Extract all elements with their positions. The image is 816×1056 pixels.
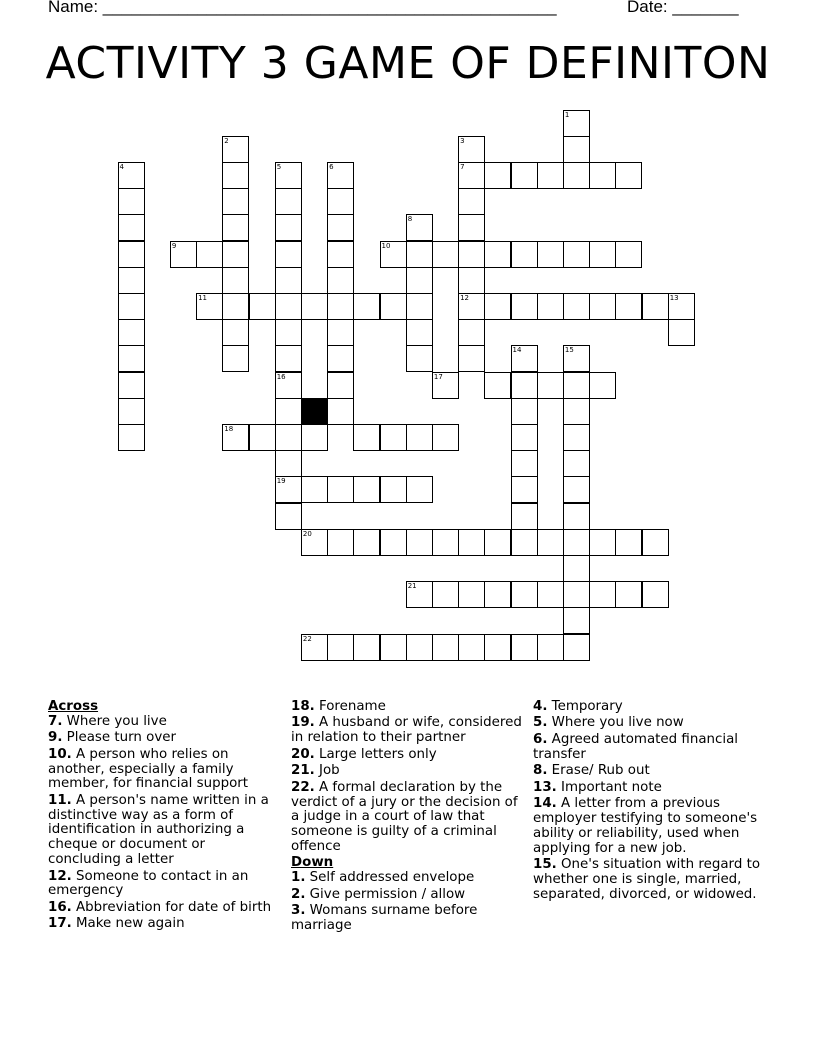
page-title: ACTIVITY 3 GAME OF DEFINITON xyxy=(45,38,771,89)
crossword-cell[interactable] xyxy=(511,529,538,556)
crossword-cell[interactable] xyxy=(458,241,485,268)
crossword-cell[interactable] xyxy=(484,634,511,661)
crossword-cell[interactable] xyxy=(301,424,328,451)
crossword-cell[interactable] xyxy=(615,162,642,189)
crossword-cell[interactable] xyxy=(327,293,354,320)
clue-number-label: 1. xyxy=(291,870,306,886)
clue-number: 21 xyxy=(407,582,417,591)
crossword-cell[interactable] xyxy=(511,424,538,451)
crossword-cell[interactable] xyxy=(196,293,223,320)
clue-item xyxy=(533,764,768,779)
crossword-cell[interactable] xyxy=(406,581,433,608)
crossword-cell[interactable] xyxy=(458,319,485,346)
crossword-cell[interactable] xyxy=(615,529,642,556)
crossword-cell[interactable] xyxy=(563,424,590,451)
clue-number: 11 xyxy=(198,293,208,302)
clue-number-label: 17. xyxy=(48,916,72,932)
clue-text: Please turn over xyxy=(66,730,176,746)
crossword-cell[interactable] xyxy=(222,319,249,346)
clue-item xyxy=(48,901,280,916)
crossword-cell[interactable] xyxy=(118,424,145,451)
clue-text: A letter from a previous employer testifying to someone's ability or reliability, used when applying for a new job. xyxy=(533,796,758,856)
crossword-cell[interactable] xyxy=(275,162,302,189)
clue-text: Important note xyxy=(561,779,662,795)
down-clue-list xyxy=(291,871,526,934)
crossword-cell[interactable] xyxy=(458,293,485,320)
crossword-cell[interactable] xyxy=(511,345,538,372)
crossword-cell[interactable] xyxy=(327,188,354,215)
crossword-cell[interactable] xyxy=(511,450,538,477)
clue-number-label: 21. xyxy=(291,763,315,779)
clue-text: One's situation with regard to whether one is single, married, separated, divorced, or widowed. xyxy=(533,857,761,902)
crossword-cell[interactable] xyxy=(301,529,328,556)
clue-number-label: 14. xyxy=(533,796,557,812)
crossword-cell[interactable] xyxy=(275,188,302,215)
clue-number: 12 xyxy=(460,293,470,302)
crossword-cell[interactable] xyxy=(222,424,249,451)
across-clue-list-continued xyxy=(291,700,526,855)
crossword-cell[interactable] xyxy=(118,188,145,215)
crossword-cell[interactable] xyxy=(380,241,407,268)
clue-text: Self addressed envelope xyxy=(309,870,475,886)
clue-item xyxy=(533,781,768,796)
crossword-cell[interactable] xyxy=(275,345,302,372)
clue-item xyxy=(291,888,526,903)
crossword-cell[interactable] xyxy=(563,345,590,372)
crossword-cell[interactable] xyxy=(380,476,407,503)
clue-number: 17 xyxy=(433,372,443,381)
crossword-cell[interactable] xyxy=(484,581,511,608)
crossword-cell[interactable] xyxy=(118,398,145,425)
date-field[interactable]: Date: _______ xyxy=(627,0,739,16)
crossword-cell[interactable] xyxy=(327,319,354,346)
clue-number: 15 xyxy=(564,346,574,355)
crossword-cell[interactable] xyxy=(118,372,145,399)
crossword-cell[interactable] xyxy=(118,162,145,189)
clue-text: A husband or wife, considered in relation to their partner xyxy=(291,715,522,746)
crossword-cell[interactable] xyxy=(406,424,433,451)
crossword-cell[interactable] xyxy=(327,345,354,372)
crossword-cell[interactable] xyxy=(406,476,433,503)
crossword-cell[interactable] xyxy=(353,634,380,661)
crossword-cell[interactable] xyxy=(222,214,249,241)
crossword-cell[interactable] xyxy=(327,241,354,268)
crossword-cell[interactable] xyxy=(484,529,511,556)
crossword-cell[interactable] xyxy=(170,241,197,268)
crossword-cell[interactable] xyxy=(327,162,354,189)
clue-number-label: 12. xyxy=(48,868,72,884)
crossword-cell[interactable] xyxy=(511,293,538,320)
crossword-cell[interactable] xyxy=(380,424,407,451)
crossword-cell[interactable] xyxy=(563,503,590,530)
clue-number: 5 xyxy=(276,162,282,171)
crossword-cell[interactable] xyxy=(406,214,433,241)
crossword-cell[interactable] xyxy=(275,267,302,294)
crossword-cell[interactable] xyxy=(380,634,407,661)
crossword-cell[interactable] xyxy=(432,581,459,608)
clue-number: 20 xyxy=(302,529,312,538)
crossword-cell[interactable] xyxy=(118,267,145,294)
crossword-cell[interactable] xyxy=(589,293,616,320)
crossword-cell[interactable] xyxy=(458,188,485,215)
clue-number: 18 xyxy=(224,424,234,433)
crossword-cell[interactable] xyxy=(406,319,433,346)
clue-item xyxy=(48,917,280,932)
clue-text: A person's name written in a distinctive way as a form of identification in authorizing a cheque or document or concluding a letter xyxy=(48,792,269,868)
crossword-cell[interactable] xyxy=(249,293,276,320)
name-field[interactable]: Name: ________________________________________________ xyxy=(48,0,557,16)
crossword-cell[interactable] xyxy=(589,529,616,556)
crossword-cell[interactable] xyxy=(327,398,354,425)
crossword-cell[interactable] xyxy=(406,634,433,661)
crossword-cell[interactable] xyxy=(222,293,249,320)
clue-number-label: 13. xyxy=(533,779,557,795)
clue-item xyxy=(291,904,526,934)
crossword-cell[interactable] xyxy=(327,634,354,661)
clue-item xyxy=(533,716,768,731)
clue-text: Give permission / allow xyxy=(309,886,466,902)
crossword-cell[interactable] xyxy=(642,581,669,608)
clue-item xyxy=(48,715,280,730)
clue-number: 22 xyxy=(302,634,312,643)
clue-item xyxy=(48,748,280,792)
crossword-cell[interactable] xyxy=(563,398,590,425)
clue-number-label: 6. xyxy=(533,731,548,747)
clue-item xyxy=(533,700,768,715)
clue-text: Womans surname before marriage xyxy=(291,903,478,933)
crossword-cell[interactable] xyxy=(406,529,433,556)
crossword-cell[interactable] xyxy=(432,424,459,451)
crossword-cell[interactable] xyxy=(563,293,590,320)
crossword-cell[interactable] xyxy=(537,372,564,399)
crossword-cell[interactable] xyxy=(118,293,145,320)
clue-number: 4 xyxy=(119,162,124,171)
crossword-cell[interactable] xyxy=(589,372,616,399)
crossword-cell[interactable] xyxy=(511,162,538,189)
crossword-cell[interactable] xyxy=(537,529,564,556)
crossword-cell[interactable] xyxy=(275,372,302,399)
crossword-cell[interactable] xyxy=(275,214,302,241)
crossword-cell[interactable] xyxy=(406,241,433,268)
crossword-cell[interactable] xyxy=(563,136,590,163)
crossword-cell[interactable] xyxy=(537,162,564,189)
crossword-cell[interactable] xyxy=(458,634,485,661)
crossword-cell[interactable] xyxy=(432,241,459,268)
clue-number-label: 5. xyxy=(533,715,548,731)
crossword-cell[interactable] xyxy=(511,372,538,399)
clue-number: 16 xyxy=(276,372,286,381)
crossword-cell[interactable] xyxy=(301,476,328,503)
crossword-cell[interactable] xyxy=(563,476,590,503)
clue-number-label: 11. xyxy=(48,792,72,808)
clue-number-label: 10. xyxy=(48,746,72,762)
crossword-cell[interactable] xyxy=(511,241,538,268)
crossword-cell[interactable] xyxy=(353,293,380,320)
crossword-cell[interactable] xyxy=(222,241,249,268)
crossword-cell[interactable] xyxy=(275,476,302,503)
crossword-cell[interactable] xyxy=(380,293,407,320)
crossword-cell[interactable] xyxy=(301,634,328,661)
crossword-cell[interactable] xyxy=(537,293,564,320)
crossword-cell[interactable] xyxy=(615,581,642,608)
crossword-cell[interactable] xyxy=(458,214,485,241)
crossword-cell[interactable] xyxy=(432,372,459,399)
crossword-cell[interactable] xyxy=(537,581,564,608)
clue-item xyxy=(291,764,526,779)
crossword-cell[interactable] xyxy=(196,241,223,268)
crossword-cell[interactable] xyxy=(511,581,538,608)
clue-number-label: 2. xyxy=(291,886,306,902)
clue-number-label: 15. xyxy=(533,857,557,873)
crossword-cell[interactable] xyxy=(511,476,538,503)
crossword-cell[interactable] xyxy=(275,241,302,268)
clue-item xyxy=(533,858,768,902)
clue-text: Make new again xyxy=(76,916,185,932)
clues-column-2 xyxy=(291,700,526,935)
crossword-cell[interactable] xyxy=(642,293,669,320)
crossword-cell[interactable] xyxy=(275,319,302,346)
clue-text: A person who relies on another, especially a family member, for financial support xyxy=(48,746,249,792)
crossword-cell[interactable] xyxy=(642,529,669,556)
clue-number: 1 xyxy=(564,110,570,119)
clue-item xyxy=(291,716,526,746)
clues-column-3 xyxy=(533,700,768,904)
clue-number: 2 xyxy=(224,136,229,145)
clue-number: 7 xyxy=(460,162,465,171)
crossword-cell[interactable] xyxy=(275,450,302,477)
clue-text: Abbreviation for date of birth xyxy=(76,899,272,915)
clue-text: Erase/ Rub out xyxy=(551,763,650,779)
crossword-cell[interactable] xyxy=(275,293,302,320)
clue-text: Where you live now xyxy=(551,715,684,731)
crossword-cell[interactable] xyxy=(275,398,302,425)
clue-number-label: 7. xyxy=(48,713,63,729)
crossword-cell[interactable] xyxy=(458,581,485,608)
crossword-cell[interactable] xyxy=(353,476,380,503)
across-clue-list xyxy=(48,715,280,932)
clue-number-label: 22. xyxy=(291,779,315,795)
crossword-cell[interactable] xyxy=(222,345,249,372)
crossword-cell[interactable] xyxy=(615,241,642,268)
crossword-cell[interactable] xyxy=(511,634,538,661)
clue-item xyxy=(533,733,768,763)
down-heading: Down xyxy=(291,855,334,871)
crossword-cell[interactable] xyxy=(563,450,590,477)
clue-number: 8 xyxy=(407,215,413,224)
crossword-cell[interactable] xyxy=(563,372,590,399)
clue-number-label: 19. xyxy=(291,715,315,731)
crossword-cell[interactable] xyxy=(563,581,590,608)
clue-number: 10 xyxy=(381,241,391,250)
crossword-cell[interactable] xyxy=(458,162,485,189)
crossword-cell[interactable] xyxy=(458,529,485,556)
crossword-cell[interactable] xyxy=(563,607,590,634)
clue-item xyxy=(291,748,526,763)
clue-number: 19 xyxy=(276,477,286,486)
crossword-cell[interactable] xyxy=(222,267,249,294)
crossword-cell[interactable] xyxy=(615,293,642,320)
crossword-cell[interactable] xyxy=(589,162,616,189)
crossword-cell[interactable] xyxy=(563,634,590,661)
clue-number: 14 xyxy=(512,346,522,355)
crossword-cell[interactable] xyxy=(406,345,433,372)
clue-text: Agreed automated financial transfer xyxy=(533,731,739,762)
crossword-cell[interactable] xyxy=(327,267,354,294)
clue-text: Forename xyxy=(319,699,386,714)
crossword-cell[interactable] xyxy=(353,424,380,451)
crossword-cell[interactable] xyxy=(353,529,380,556)
crossword-cell[interactable] xyxy=(484,293,511,320)
crossword-cell[interactable] xyxy=(563,110,590,137)
crossword-cell[interactable] xyxy=(275,503,302,530)
clue-item xyxy=(291,781,526,855)
crossword-cell[interactable] xyxy=(484,372,511,399)
crossword-cell[interactable] xyxy=(589,241,616,268)
clue-number: 13 xyxy=(669,293,679,302)
clues-column-1 xyxy=(48,700,280,934)
crossword-cell[interactable] xyxy=(563,241,590,268)
clue-number-label: 4. xyxy=(533,699,548,714)
crossword-cell[interactable] xyxy=(222,188,249,215)
clue-number-label: 20. xyxy=(291,746,315,762)
crossword-cell[interactable] xyxy=(118,241,145,268)
clue-item xyxy=(291,871,526,886)
crossword-cell[interactable] xyxy=(458,136,485,163)
crossword-cell[interactable] xyxy=(118,214,145,241)
clue-item xyxy=(533,797,768,856)
crossword-cell[interactable] xyxy=(327,476,354,503)
clue-text: Large letters only xyxy=(319,746,437,762)
clue-number-label: 3. xyxy=(291,903,306,919)
crossword-cell[interactable] xyxy=(563,162,590,189)
clue-item xyxy=(48,794,280,868)
crossword-cell[interactable] xyxy=(222,162,249,189)
clue-item xyxy=(291,700,526,715)
crossword-cell[interactable] xyxy=(432,634,459,661)
clue-number-label: 16. xyxy=(48,899,72,915)
clue-text: Job xyxy=(319,763,340,779)
crossword-cell[interactable] xyxy=(511,503,538,530)
crossword-cell[interactable] xyxy=(484,162,511,189)
clue-number: 6 xyxy=(329,162,334,171)
crossword-cell[interactable] xyxy=(458,267,485,294)
crossword-cell[interactable] xyxy=(458,345,485,372)
clue-number: 3 xyxy=(460,136,465,145)
crossword-cell[interactable] xyxy=(118,345,145,372)
crossword-cell[interactable] xyxy=(484,241,511,268)
crossword-cell[interactable] xyxy=(327,529,354,556)
clue-number-label: 18. xyxy=(291,699,315,714)
crossword-cell[interactable] xyxy=(327,214,354,241)
clue-number-label: 9. xyxy=(48,730,63,746)
crossword-cell[interactable] xyxy=(249,424,276,451)
crossword-cell[interactable] xyxy=(301,293,328,320)
crossword-cell[interactable] xyxy=(511,398,538,425)
crossword-cell[interactable] xyxy=(432,529,459,556)
clue-text: Where you live xyxy=(66,713,167,729)
crossword-cell[interactable] xyxy=(406,267,433,294)
crossword-cell[interactable] xyxy=(222,136,249,163)
down-clue-list-continued xyxy=(533,700,768,902)
crossword-cell[interactable] xyxy=(275,424,302,451)
crossword-cell[interactable] xyxy=(380,529,407,556)
crossword-cell[interactable] xyxy=(563,555,590,582)
clue-item xyxy=(48,731,280,746)
crossword-cell[interactable] xyxy=(537,634,564,661)
crossword-cell[interactable] xyxy=(537,241,564,268)
crossword-cell[interactable] xyxy=(668,319,695,346)
across-heading: Across xyxy=(48,699,99,714)
crossword-cell[interactable] xyxy=(118,319,145,346)
clue-text: Someone to contact in an emergency xyxy=(48,868,249,899)
crossword-cell[interactable] xyxy=(406,293,433,320)
clue-text: A formal declaration by the verdict of a jury or the decision of a judge in a court of law that someone is guilty of a criminal offence xyxy=(291,779,518,854)
clue-number: 9 xyxy=(171,241,177,250)
crossword-cell[interactable] xyxy=(668,293,695,320)
clue-item xyxy=(48,870,280,900)
crossword-cell[interactable] xyxy=(589,581,616,608)
crossword-cell[interactable] xyxy=(563,529,590,556)
crossword-cell[interactable] xyxy=(327,372,354,399)
clue-text: Temporary xyxy=(551,699,623,714)
clue-number-label: 8. xyxy=(533,763,548,779)
blocked-cell xyxy=(301,398,328,425)
